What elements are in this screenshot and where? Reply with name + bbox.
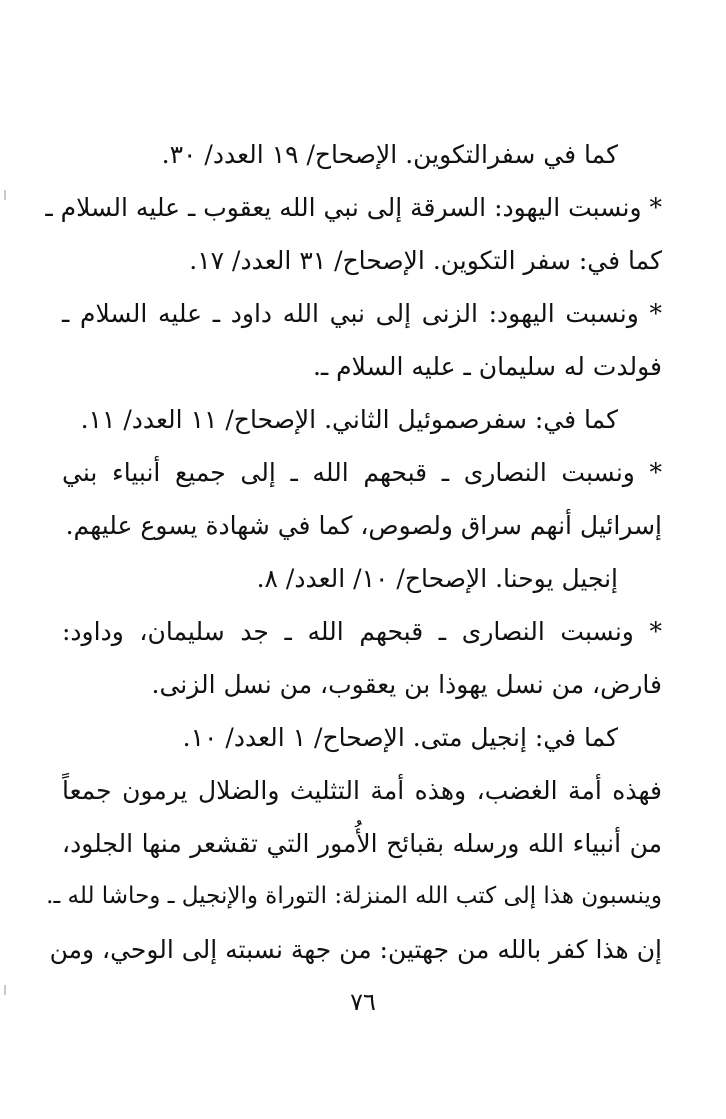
text-line: * ونسبت اليهود: الزنى إلى نبي الله داود ـ عليه السلام ـ: [62, 299, 662, 328]
text-line: وينسبون هذا إلى كتب الله المنزلة: التوراة والإنجيل ـ وحاشا لله ـ.: [46, 883, 662, 909]
text-line: كما في: سفرصموئيل الثاني. الإصحاح/ ١١ العدد/ ١١.: [80, 405, 618, 434]
scan-edge-mark: [4, 985, 6, 995]
page-number: ٧٦: [350, 988, 376, 1016]
text-line: فولدت له سليمان ـ عليه السلام ـ.: [312, 352, 662, 381]
text-line: إنجيل يوحنا. الإصحاح/ ١٠/ العدد/ ٨.: [256, 564, 618, 593]
text-line: كما في سفرالتكوين. الإصحاح/ ١٩ العدد/ ٣٠.: [161, 140, 618, 169]
text-line: من أنبياء الله ورسله بقبائح الأُمور التي تقشعر منها الجلود،: [62, 829, 662, 858]
scan-edge-mark: [4, 190, 6, 200]
text-line: كما في: إنجيل متى. الإصحاح/ ١ العدد/ ١٠.: [182, 723, 618, 752]
page-body: [45, 128, 662, 976]
text-line: * ونسبت النصارى ـ قبحهم الله ـ جد سليمان، وداود:: [62, 617, 662, 646]
text-line: * ونسبت النصارى ـ قبحهم الله ـ إلى جميع أنبياء بني: [62, 458, 662, 487]
text-line: فهذه أمة الغضب، وهذه أمة التثليث والضلال يرمون جمعاً: [62, 776, 662, 805]
text-line: * ونسبت اليهود: السرقة إلى نبي الله يعقوب ـ عليه السلام ـ: [45, 193, 662, 222]
text-line: كما في: سفر التكوين. الإصحاح/ ٣١ العدد/ ١٧.: [189, 246, 662, 275]
text-line: فارض، من نسل يهوذا بن يعقوب، من نسل الزنى.: [151, 670, 662, 699]
text-line: إن هذا كفر بالله من جهتين: من جهة نسبته إلى الوحي، ومن: [49, 935, 662, 964]
text-line: إسرائيل أنهم سراق ولصوص، كما في شهادة يسوع عليهم.: [65, 511, 662, 540]
